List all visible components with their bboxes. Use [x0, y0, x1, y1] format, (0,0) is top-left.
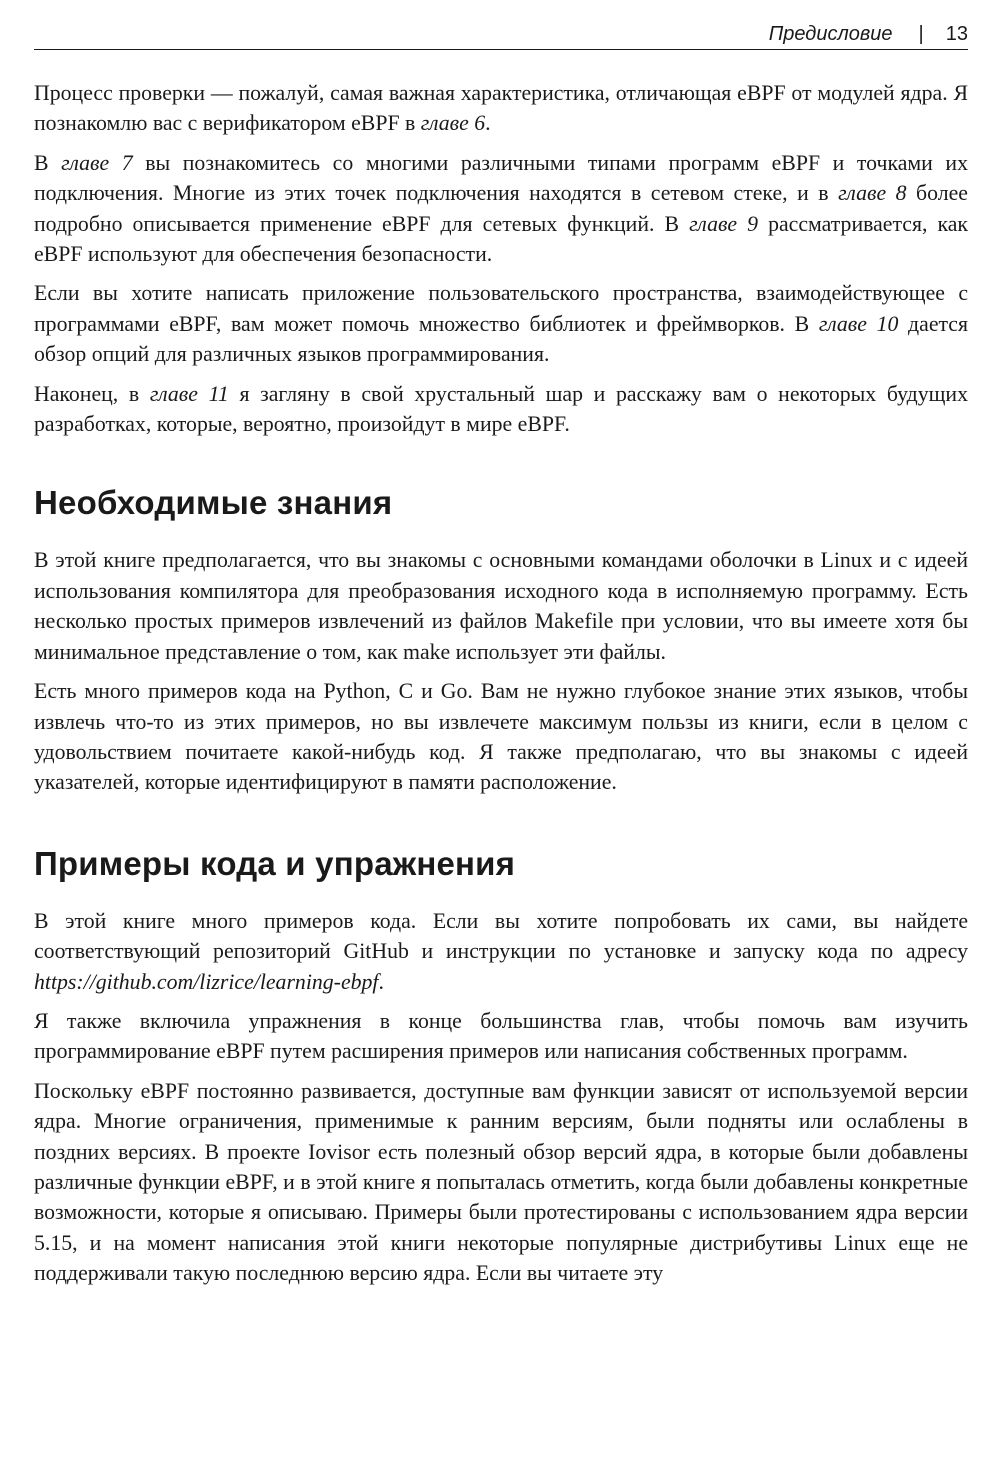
paragraph-future: Наконец, в главе 11 я загляну в свой хрустальный шар и расскажу вам о некоторых будущих разработках, которые, вероятно, произойдут в мире eBPF. — [34, 381, 968, 437]
paragraph-exercises: Я также включила упражнения в конце большинства глав, чтобы помочь вам изучить программирование eBPF путем расширения примеров или написания собственных программ. — [34, 1008, 968, 1064]
repository-link[interactable]: https://github.com/lizrice/learning-ebpf — [34, 969, 379, 994]
chapter-ref: главе 8 — [838, 181, 907, 206]
paragraph-program-types: В главе 7 вы познакомитесь со многими различными типами программ eBPF и точками их подключения. Многие из этих точек подключения находятся в сетевом стеке, и в главе 8 более подробно описывается применение eBPF для сетевых функций. В главе 9 рассматривается, как eBPF используют для обеспечения безопасности. — [34, 150, 968, 267]
paragraph-shell-knowledge: В этой книге предполагается, что вы знакомы с основными командами оболочки в Linux и с идеей использования компилятора для преобразования исходного кода в исполняемую программу. Есть несколько простых примеров извлечений из файлов Makefile при условии, что вы имеете хотя бы минимальное представление о том, как make использует эти файлы. — [34, 548, 968, 664]
running-head-section: Предисловие — [768, 23, 893, 45]
chapter-ref: главе 10 — [818, 311, 899, 336]
chapter-ref: главе 9 — [689, 211, 759, 236]
paragraph-languages: Есть много примеров кода на Python, C и Go. Вам не нужно глубокое знание этих языков, чтобы извлечь что-то из этих примеров, но вы извлечете максимум пользы из книги, если в целом с удовольствием почитаете какой-нибудь код. Я также предполагаю, что вы знакомы с идеей указателей, которые идентифицируют в памяти расположение. — [34, 679, 968, 795]
chapter-ref: главе 7 — [61, 150, 133, 175]
running-head — [769, 22, 968, 46]
paragraph-kernel-versions: Поскольку eBPF постоянно развивается, доступные вам функции зависят от используемой версии ядра. Многие ограничения, применимые к ранним версиям, были подняты или ослаблены в поздних версиях. В проекте Iovisor есть полезный обзор версий ядра, в которые были добавлены различные функции eBPF, и в этой книге я попыталась отметить, когда были добавлены конкретные возможности, которые я описываю. Примеры были протестированы с использованием ядра версии 5.15, и на момент написания этой книги некоторые популярные дистрибутивы Linux еще не поддерживали такую последнюю версию ядра. Если вы читаете эту — [34, 1078, 968, 1286]
header-rule — [34, 49, 968, 50]
heading-prerequisites: Необходимые знания — [34, 484, 393, 522]
paragraph-repository: В этой книге много примеров кода. Если вы хотите попробовать их сами, вы найдете соответствующий репозиторий GitHub и инструкции по установке и запуску кода по адресу https://github.com/lizrice/learning-ebpf. — [34, 908, 968, 994]
heading-code-examples: Примеры кода и упражнения — [34, 844, 516, 882]
running-head-separator: | — [918, 23, 924, 45]
chapter-ref: главе 6 — [420, 111, 486, 136]
chapter-ref: главе 11 — [149, 381, 229, 406]
paragraph-libraries: Если вы хотите написать приложение пользовательского пространства, взаимодействующее с программами eBPF, вам может помочь множество библиотек и фреймворков. В главе 10 дается обзор опций для различных языков программирования. — [34, 281, 968, 367]
page-body — [34, 78, 968, 1298]
page-number: 13 — [945, 23, 968, 45]
paragraph-verifier: Процесс проверки — пожалуй, самая важная характеристика, отличающая eBPF от модулей ядра. Я познакомлю вас с верификатором eBPF в главе 6. — [34, 81, 968, 136]
